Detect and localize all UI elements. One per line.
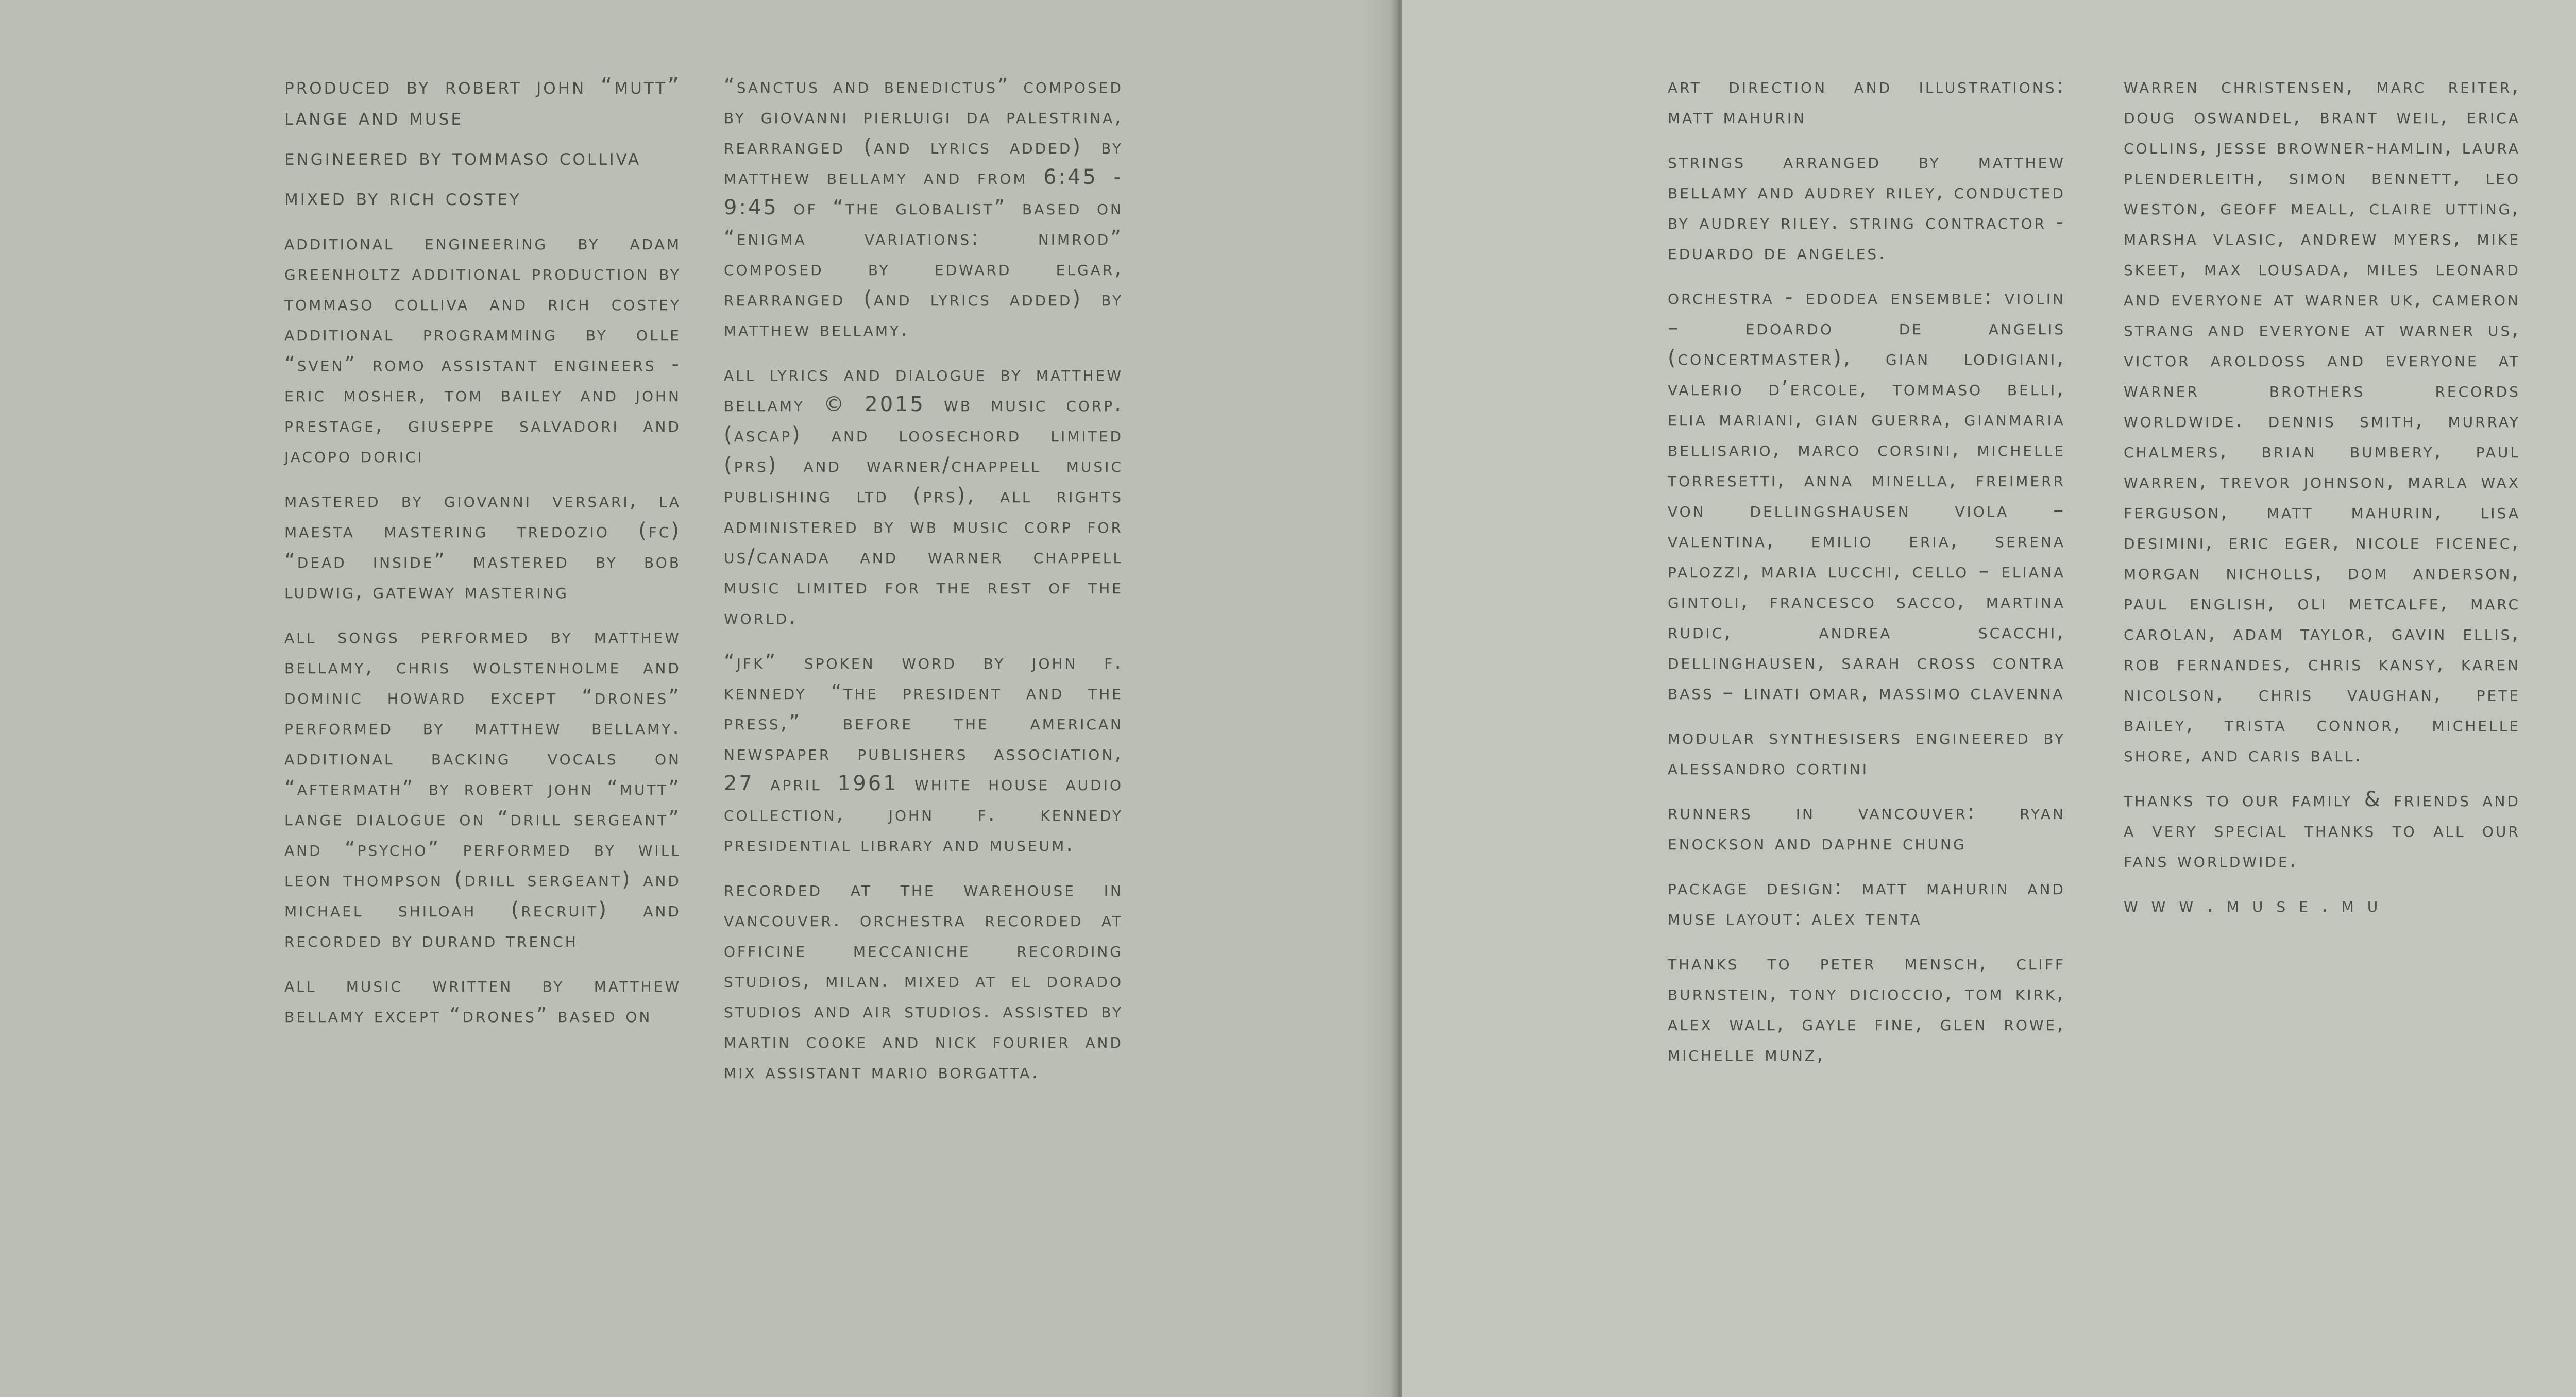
additional-engineering-credit: additional engineering by adam greenholtz additional production by tommaso colliva and rich costey additional programming by olle “sven” romo assistant engineers - eric mosher, tom bailey and john prestage, giuseppe salvadori and jacopo dorici [284, 231, 681, 467]
credits-column-4 [2124, 71, 2520, 935]
package-design-credit: package design: matt mahurin and muse layout: alex tenta [1668, 876, 2065, 930]
art-direction-credit: art direction and illustrations: matt mahurin [1668, 74, 2065, 128]
music-written-credit: all music written by matthew bellamy except “drones” based on [284, 973, 681, 1027]
mix-credit: mixed by rich costey [284, 184, 521, 211]
jfk-spoken-word-credit: “jfk” spoken word by john f. kennedy “the president and the press,” before the american newspaper publishers association, 27 april 1961 white house audio collection, john f. kennedy presidential library and museum. [724, 650, 1123, 856]
orchestra-credit: orchestra - edodea ensemble: violin – edoardo de angelis (concertmaster), gian lodigiani, valerio d’ercole, tommaso belli, elia mariani, gian guerra, gianmaria bellisario, marco corsini, michelle torresetti, anna minella, freimerr von dellingshausen viola – valentina, emilio eria, serena palozzi, maria lucchi, cello – eliana gintoli, francesco sacco, martina rudic, andrea scacchi, dellinghausen, sarah cross contra bass – linati omar, massimo clavenna [1668, 285, 2065, 704]
mastering-credit: mastered by giovanni versari, la maesta mastering tredozio (fc) “dead inside” mastered by bob ludwig, gateway mastering [284, 488, 681, 603]
composition-credit: “sanctus and benedictus” composed by giovanni pierluigi da palestrina, rearranged (and lyrics added) by matthew bellamy and from 6:45 - 9:45 of “the globalist” based on “enigma variations: nimrod” composed by edward elgar, rearranged (and lyrics added) by matthew bellamy. [724, 74, 1123, 341]
producer-credit: produced by robert john “mutt” lange and muse [284, 73, 681, 130]
engineer-credit: engineered by tommaso colliva [284, 144, 641, 171]
performers-credit: all songs performed by matthew bellamy, chris wolstenholme and dominic howard except “drones” performed by matthew bellamy. additional backing vocals on “aftermath” by robert john “mutt” lange dialogue on “drill sergeant” and “psycho” performed by will leon thompson (drill sergeant) and michael shiloah (recruit) and recorded by durand trench [284, 624, 681, 952]
right-page [1402, 0, 2576, 1397]
credits-column-2 [724, 71, 1123, 1101]
recording-locations-credit: recorded at the warehouse in vancouver. orchestra recorded at officine meccaniche recording studios, milan. mixed at el dorado studios and air studios. assisted by martin cooke and nick fourier and mix assistant mario borgatta. [724, 877, 1123, 1083]
thanks-continued: warren christensen, marc reiter, doug oswandel, brant weil, erica collins, jesse browner-hamlin, laura plenderleith, simon bennett, leo weston, geoff meall, claire utting, marsha vlasic, andrew myers, mike skeet, max lousada, miles leonard and everyone at warner uk, cameron strang and everyone at warner us, victor aroldoss and everyone at warner brothers records worldwide. dennis smith, murray chalmers, brian bumbery, paul warren, trevor johnson, marla wax ferguson, matt mahurin, lisa desimini, eric eger, nicole ficenec, morgan nicholls, dom anderson, paul english, oli metcalfe, marc carolan, adam taylor, gavin ellis, rob fernandes, chris kansy, karen nicolson, chris vaughan, pete bailey, trista connor, michelle shore, and caris ball. [2124, 74, 2521, 766]
modular-synth-credit: modular synthesisers engineered by alessandro cortini [1668, 725, 2065, 779]
website-url: www.muse.mu [2124, 893, 2392, 917]
credits-column-3 [1668, 71, 2065, 1084]
credits-column-1 [284, 71, 681, 1045]
runners-credit: runners in vancouver: ryan enockson and daphne chung [1668, 800, 2065, 855]
lyrics-publishing-credit: all lyrics and dialogue by matthew bellamy © 2015 wb music corp. (ascap) and loosechord limited (prs) and warner/chappell music publishing ltd (prs), all rights administered by wb music corp for us/canada and warner chappell music limited for the rest of the world. [724, 362, 1123, 629]
strings-credit: strings arranged by matthew bellamy and audrey riley, conducted by audrey riley. string contractor - eduardo de angeles. [1668, 149, 2065, 264]
thanks-start: thanks to peter mensch, cliff burnstein, tony dicioccio, tom kirk, alex wall, gayle fine, glen rowe, michelle munz, [1668, 951, 2065, 1066]
fans-thanks: thanks to our family & friends and a very special thanks to all our fans worldwide. [2124, 788, 2520, 872]
